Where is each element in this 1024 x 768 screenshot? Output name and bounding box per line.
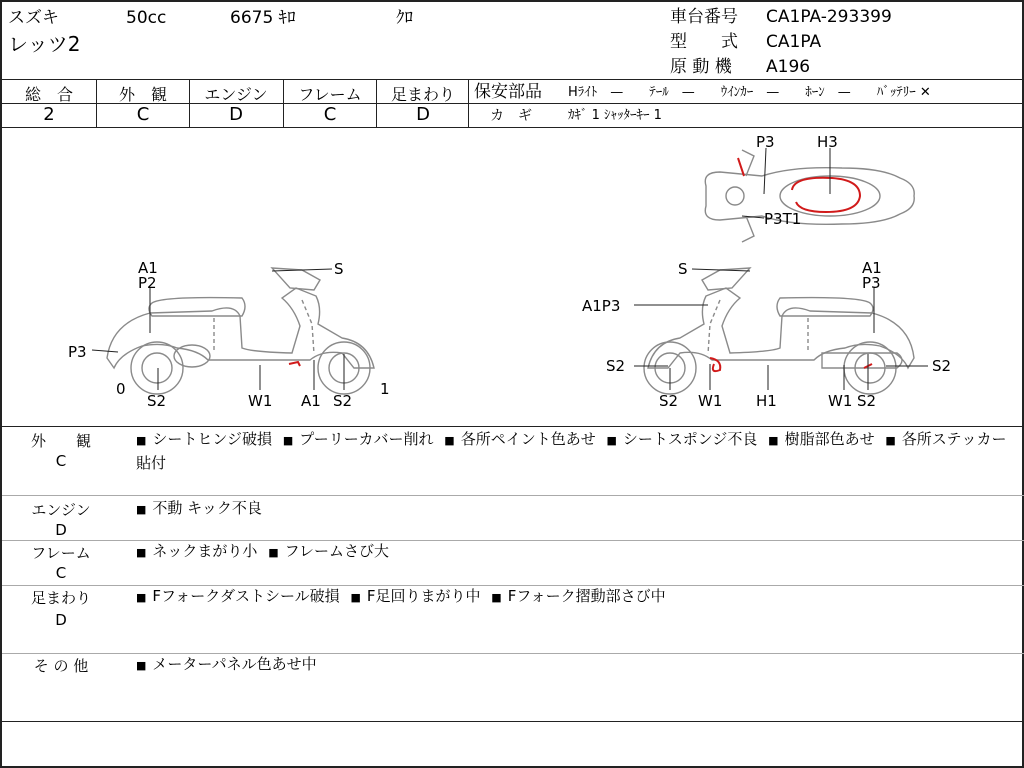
section-notes: ■ メーターパネル色あせ中: [136, 655, 317, 673]
mileage: 6675 ｷﾛ: [230, 8, 296, 28]
engine-label: 原 動 機: [670, 57, 732, 77]
grade-overall-label: 総 合: [24, 85, 73, 104]
model-name: レッツ2: [8, 32, 81, 56]
label-left-s2: S2: [147, 392, 167, 410]
grade-frame-value: C: [323, 104, 337, 125]
label-right-a1p3: A1P3: [582, 297, 621, 315]
grade-overall-value: 2: [43, 104, 55, 125]
note: 各所ステッカー貼付: [136, 430, 1007, 472]
section-grade: D: [55, 611, 67, 629]
note: Fフォークダストシール破損: [152, 587, 340, 605]
label-top-p3: P3: [756, 133, 775, 151]
note: シートヒンジ破損: [152, 430, 273, 448]
body-color: ｸﾛ: [396, 8, 413, 28]
label-left-1: 1: [380, 380, 390, 398]
grade-engine-label: エンジン: [204, 85, 268, 104]
label-right-s: S: [678, 260, 688, 278]
note: ネックまがり小: [152, 542, 258, 560]
key-value: ｶｷﾞ 1 ｼｬｯﾀｰｷｰ 1: [568, 108, 662, 123]
label-top-p3t1: P3T1: [764, 210, 802, 228]
note: 不動 キック不良: [152, 499, 262, 517]
label-left-0: 0: [116, 380, 126, 398]
label-right-s2-rear: S2: [857, 392, 877, 410]
grade-suspension-label: 足まわり: [390, 85, 455, 104]
section-frame: [2, 542, 1024, 584]
note: 樹脂部色あせ: [784, 430, 875, 448]
note: F足回りまがり中: [366, 587, 481, 605]
note: フレームさび大: [284, 542, 390, 560]
label-right-w1-rear: W1: [828, 392, 853, 410]
label-left-p3: P3: [68, 343, 87, 361]
note: メーターパネル色あせ中: [152, 655, 317, 673]
section-grade: C: [55, 452, 67, 470]
divider: [2, 721, 1024, 722]
label-left-s: S: [334, 260, 344, 278]
section-label: 外 観: [30, 432, 91, 450]
section-exterior: [2, 428, 1024, 494]
engine-value: A196: [766, 57, 811, 77]
scooter-top-drawing: [705, 150, 914, 242]
damage-marks: [289, 158, 872, 371]
label-right-p3: P3: [862, 274, 881, 292]
displacement: 50cc: [126, 8, 167, 28]
section-label: そ の 他: [33, 657, 89, 675]
section-notes: ■ シートヒンジ破損 ■ プーリーカバー削れ ■ 各所ペイント色あせ ■ シートスポンジ不良 ■ 樹脂部色あせ ■ 各所ステッカー貼付: [136, 430, 1007, 472]
section-label: 足まわり: [30, 589, 91, 607]
leader-lines: [92, 148, 928, 390]
damage-diagram: [2, 128, 1024, 424]
note: シートスポンジ不良: [622, 430, 758, 448]
section-other: [2, 655, 1024, 719]
divider: [2, 495, 1024, 496]
frame-no-label: 車台番号: [670, 7, 738, 27]
section-notes: ■ ネックまがり小 ■ フレームさび大: [136, 542, 390, 560]
diagram-labels: [68, 133, 951, 410]
section-label: フレーム: [31, 544, 91, 562]
safety-label: 保安部品: [474, 82, 542, 102]
type-label: 型 式: [670, 32, 738, 52]
section-engine: [2, 497, 1024, 539]
label-right-h1: H1: [756, 392, 777, 410]
label-left-a1: A1: [138, 259, 158, 277]
divider: [2, 426, 1024, 427]
note: 各所ペイント色あせ: [460, 430, 596, 448]
grade-exterior-value: C: [136, 104, 150, 125]
section-grade: D: [55, 521, 67, 539]
frame-no: CA1PA-293399: [766, 7, 892, 27]
note: プーリーカバー削れ: [299, 430, 434, 448]
grade-exterior-label: 外 観: [118, 85, 167, 104]
label-left-a1-bottom: A1: [301, 392, 321, 410]
section-grade: C: [55, 564, 67, 582]
safety-items: Hﾗｲﾄ — ﾃｰﾙ — ｳｲﾝｶｰ — ﾎｰﾝ — ﾊﾞｯﾃﾘｰ ✕: [568, 85, 931, 100]
label-left-s2-rear: S2: [333, 392, 353, 410]
label-left-p2: P2: [138, 274, 157, 292]
maker: スズキ: [8, 8, 59, 28]
key-label: カ ギ: [490, 108, 532, 124]
divider: [2, 79, 1024, 80]
type-value: CA1PA: [766, 32, 822, 52]
label-right-s2-front: S2: [606, 357, 626, 375]
divider: [468, 103, 1024, 104]
label-right-s2-wheel: S2: [659, 392, 679, 410]
label-right-w1-front: W1: [698, 392, 723, 410]
section-notes: ■ 不動 キック不良: [136, 499, 262, 517]
label-left-w1: W1: [248, 392, 273, 410]
label-right-s2-side: S2: [932, 357, 952, 375]
note: Fフォーク摺動部さび中: [507, 587, 666, 605]
grade-suspension-value: D: [416, 104, 430, 125]
section-label: エンジン: [31, 501, 91, 519]
section-notes: ■ Fフォークダストシール破損 ■ F足回りまがり中 ■ Fフォーク摺動部さび中: [136, 587, 666, 605]
grade-engine-value: D: [229, 104, 243, 125]
grade-frame-label: フレーム: [298, 85, 362, 104]
label-right-a1: A1: [862, 259, 882, 277]
label-top-h3: H3: [817, 133, 838, 151]
section-suspension: [2, 587, 1024, 651]
